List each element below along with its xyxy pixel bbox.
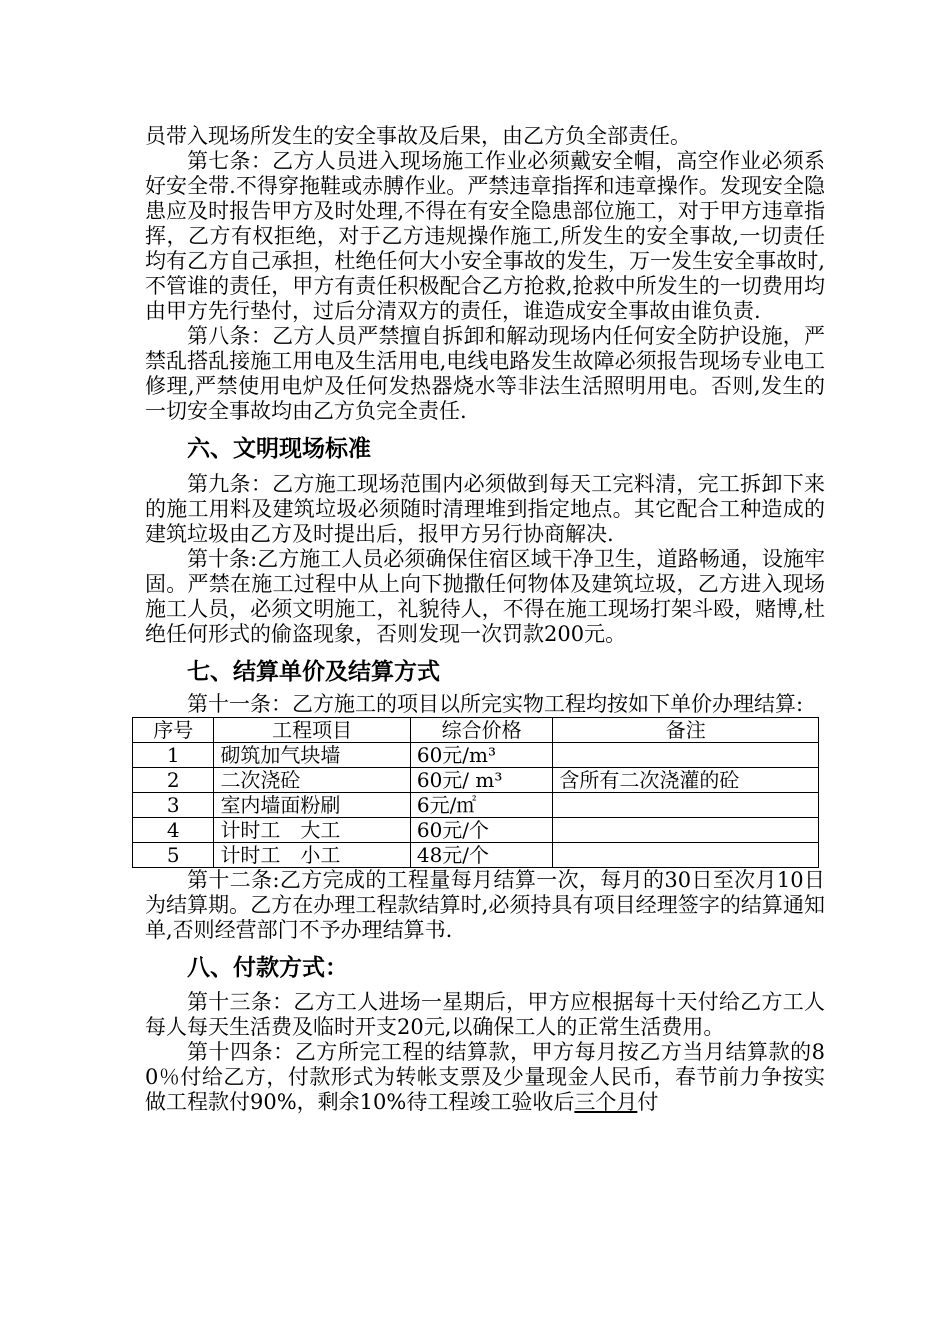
cell-price: 60元/个 [410,818,553,843]
price-table [132,717,819,868]
section-heading-7: 七、结算单价及结算方式 [187,659,440,685]
header-note: 备注 [553,718,819,743]
cell-price: 48元/个 [410,843,553,868]
cell-note [553,818,819,843]
article-7: 第七条：乙方人员进入现场施工作业必须戴安全帽，高空作业必须系好安全带.不得穿拖鞋或赤膊作业。严禁违章指挥和违章操作。发现安全隐患应及时报告甲方及时处理,不得在有安全隐患部位施工，对于甲方违章指挥，乙方有权拒绝，对于乙方违规操作施工,所发生的安全事故,一切责任均有乙方自己承担，杜绝任何大小安全事故的发生，万一发生安全事故时,不管谁的责任，甲方有责任积极配合乙方抢救,抢救中所发生的一切费用均由甲方先行垫付，过后分清双方的责任，谁造成安全事故由谁负责. [145,149,825,323]
article-8: 第八条：乙方人员严禁擅自拆卸和解动现场内任何安全防护设施，严禁乱搭乱接施工用电及生活用电,电线电路发生故障必须报告现场专业电工修理,严禁使用电炉及任何发热器烧水等非法生活照明用电。否则,发生的一切安全事故均由乙方负完全责任. [145,324,825,423]
article-10: 第十条:乙方施工人员必须确保住宿区域干净卫生，道路畅通，设施牢固。严禁在施工过程中从上向下抛撒任何物体及建筑垃圾，乙方进入现场施工人员，必须文明施工，礼貌待人，不得在施工现场打架斗殴，赌博,杜绝任何形式的偷盗现象，否则发现一次罚款200元。 [145,547,825,646]
cell-no: 2 [133,768,214,793]
paragraph-intro: 员带入现场所发生的安全事故及后果，由乙方负全部责任。 [145,124,691,148]
underlined-term: 三个月 [574,1090,638,1114]
cell-price: 60元/ m³ [410,768,553,793]
cell-no: 3 [133,793,214,818]
section-heading-8: 八、付款方式： [187,955,348,981]
article-13: 第十三条：乙方工人进场一星期后，甲方应根据每十天付给乙方工人每人每天生活费及临时开支20元,以确保工人的正常生活费用。 [145,990,825,1039]
cell-item: 计时工 大工 [214,818,410,843]
cell-item: 二次浇砼 [214,768,410,793]
table-row [133,843,819,868]
article-14 [145,1040,825,1115]
document-page [145,124,825,1115]
cell-no: 5 [133,843,214,868]
article-12: 第十二条:乙方完成的工程量每月结算一次，每月的30日至次月10日为结算期。乙方在办理工程款结算时,必须持具有项目经理签字的结算通知单,否则经营部门不予办理结算书. [145,868,825,942]
cell-price: 6元/㎡ [410,793,553,818]
section-heading-6: 六、文明现场标准 [187,436,371,462]
header-no: 序号 [133,718,214,743]
table-row [133,743,819,768]
cell-no: 4 [133,818,214,843]
article-9: 第九条：乙方施工现场范围内必须做到每天工完料清，完工拆卸下来的施工用料及建筑垃圾必须随时清理堆到指定地点。其它配合工种造成的建筑垃圾由乙方及时提出后，报甲方另行协商解决. [145,472,825,546]
cell-note [553,843,819,868]
cell-price: 60元/m³ [410,743,553,768]
cell-no: 1 [133,743,214,768]
cell-item: 砌筑加气块墙 [214,743,410,768]
article-14-tail: 付 [637,1090,659,1114]
cell-item: 室内墙面粉刷 [214,793,410,818]
cell-note: 含所有二次浇灌的砼 [553,768,819,793]
header-price: 综合价格 [410,718,553,743]
table-row [133,818,819,843]
article-11: 第十一条：乙方施工的项目以所完实物工程均按如下单价办理结算: [187,692,804,716]
header-item: 工程项目 [214,718,410,743]
table-row [133,768,819,793]
table-row [133,793,819,818]
table-header-row [133,718,819,743]
cell-item: 计时工 小工 [214,843,410,868]
article-14-text: 第十四条：乙方所完工程的结算款，甲方每月按乙方当月结算款的80％付给乙方，付款形式为转帐支票及少量现金人民币，春节前力争按实做工程款付90%，剩余10%待工程竣工验收后 [145,1040,825,1114]
cell-note [553,743,819,768]
cell-note [553,793,819,818]
